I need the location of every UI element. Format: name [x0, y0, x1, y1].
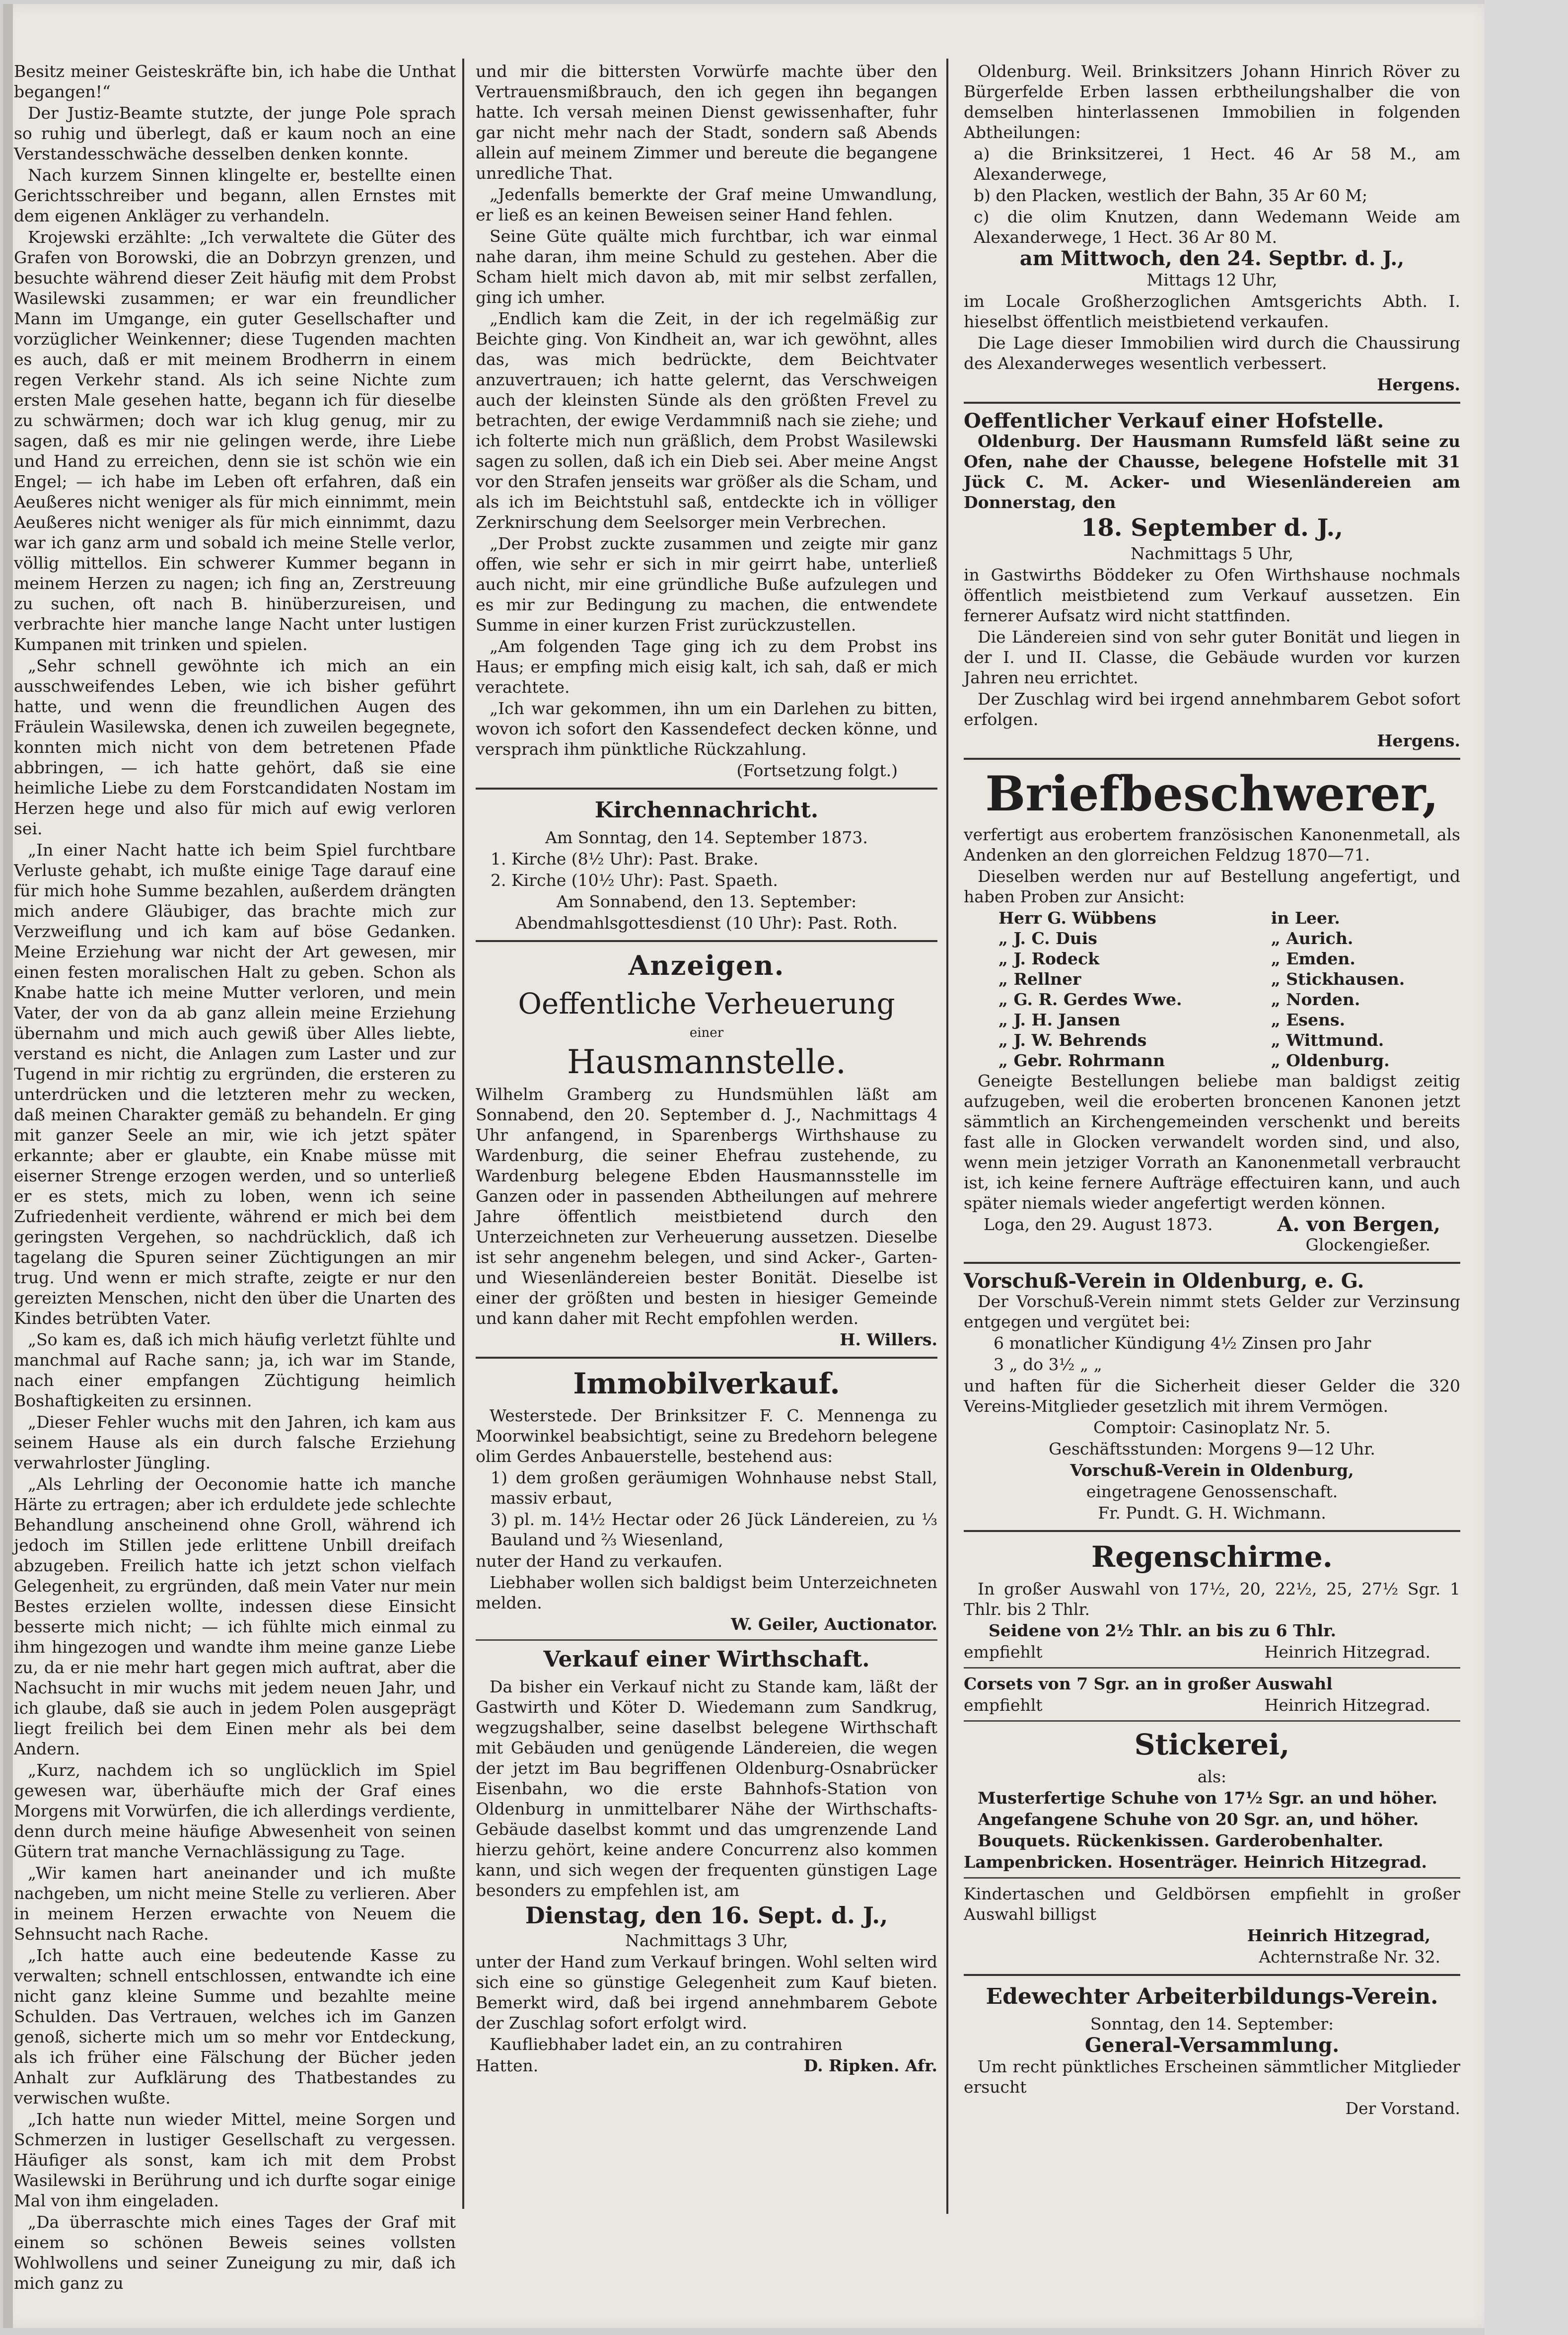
ad-title: Verkauf einer Wirthschaft. — [543, 1647, 870, 1672]
table-row — [964, 908, 1460, 928]
ad-recommends: empfiehlt — [964, 1642, 1043, 1662]
ad-title: Regenschirme. — [1091, 1540, 1333, 1574]
table-row — [964, 1010, 1460, 1030]
ad-date: am Mittwoch, den 24. Septbr. d. J., — [1019, 247, 1405, 270]
ad-title: Immobilverkauf. — [573, 1367, 840, 1400]
column-divider — [946, 59, 948, 2214]
ad-purses — [964, 1884, 1460, 1967]
ad-subtitle: einer — [689, 1025, 724, 1040]
agent-town: in Leer. — [1271, 908, 1340, 928]
interest-rate: 3 „ do 3½ „ „ — [994, 1355, 1102, 1374]
ad-workers-association — [964, 1983, 1460, 2118]
story-paragraph: „Ich war gekommen, ihn um ein Darlehen zu bitten, wovon ich sofort den Kassendefect decken könne, und versprach ihm pünktliche Rückzahlung. — [476, 699, 937, 759]
ad-text: Kaufliebhaber ladet ein, an zu contrahiren — [490, 2035, 843, 2054]
ad-text: Bouquets. Rückenkissen. Garderobenhalter. — [978, 1831, 1384, 1850]
table-row — [964, 949, 1460, 969]
ad-signature: Heinrich Hitzegrad. — [1264, 1642, 1430, 1662]
ad-text: Kindertaschen und Geldbörsen empfiehlt in großer Auswahl billigst — [964, 1884, 1460, 1924]
ad-text: Angefangene Schuhe von 20 Sgr. an, und höher. — [978, 1810, 1419, 1829]
story-paragraph: „So kam es, daß ich mich häufig verletzt fühlte und manchmal auf Rache sann; ja, ich war im Stande, nach einer empfangen Züchtigung heimlich Boshaftigkeiten zu ersinnen. — [14, 1330, 456, 1410]
ad-property-sale — [476, 1366, 937, 1634]
agent-name: „ G. R. Gerdes Wwe. — [998, 990, 1182, 1009]
column-divider — [462, 59, 464, 2209]
agent-name: „ J. H. Jansen — [998, 1010, 1121, 1029]
ad-lease-notice — [476, 986, 937, 1350]
ad-subtitle: eingetragene Genossenschaft. — [1086, 1482, 1338, 1501]
agent-town: „ Norden. — [1271, 990, 1360, 1009]
ad-signature: H. Willers. — [840, 1330, 937, 1349]
ad-text: Der Zuschlag wird bei irgend annehmbarem Gebot sofort erfolgen. — [964, 689, 1460, 729]
story-paragraph: und mir die bittersten Vorwürfe machte über den Vertrauensmißbrauch, den ich gegen ihn begangen hatte. Ich versah meinen Dienst gewissenhafter, fuhr gar nicht mehr nach der Stadt, sondern saß Abends allein auf meinem Zimmer und bereute die begangene unredliche That. — [476, 62, 937, 183]
ad-embroidery — [964, 1727, 1460, 1872]
agent-name: „ Gebr. Rohrmann — [998, 1051, 1165, 1070]
story-paragraph: „Da überraschte mich eines Tages der Graf mit einem so schönen Beweis seines vollsten Wohlwollens und seiner Zuneigung zu mir, daß ich mich ganz zu — [14, 2212, 456, 2293]
ad-text: Die Lage dieser Immobilien wird durch die Chaussirung des Alexanderweges wesentlich verbessert. — [964, 333, 1460, 373]
church-service: 1. Kirche (8½ Uhr): Past. Brake. — [491, 849, 759, 869]
ad-subtitle: General-Versammlung. — [1084, 2034, 1340, 2057]
ad-umbrellas — [964, 1539, 1460, 1662]
ad-time: Nachmittags 5 Uhr, — [1130, 544, 1294, 563]
story-paragraph: „Wir kamen hart aneinander und ich mußte nachgeben, um nicht meine Stelle zu verlieren. Aber in meinem Herzen erwachte von Neuem die Sehnsucht nach Rache. — [14, 1863, 456, 1944]
ad-text: Oldenburg. Weil. Brinksitzers Johann Hinrich Röver zu Bürgerfelde Erben lassen erbtheilungshalber die von demselben hinterlassenen Immobilien in folgenden Abtheilungen: — [964, 62, 1460, 142]
story-column — [14, 61, 456, 2293]
interest-rate: 6 monatlicher Kündigung 4½ Zinsen pro Jahr — [994, 1333, 1371, 1353]
table-row — [964, 1050, 1460, 1071]
agent-name: „ Rellner — [998, 969, 1081, 989]
ad-date: Dienstag, den 16. Sept. d. J., — [525, 1902, 888, 1929]
ad-signature: Hergens. — [1377, 375, 1460, 394]
ad-time: Mittags 12 Uhr, — [1146, 270, 1278, 290]
agent-name: „ J. C. Duis — [998, 929, 1097, 948]
ad-footer — [964, 1214, 1460, 1235]
ad-text: Der Vorschuß-Verein nimmt stets Gelder zur Verzinsung entgegen und vergütet bei: — [964, 1292, 1460, 1331]
agent-name: „ J. Rodeck — [998, 949, 1099, 968]
section-rule — [964, 402, 1460, 404]
ad-title: Hausmannstelle. — [567, 1043, 846, 1081]
story-paragraph: „Kurz, nachdem ich so unglücklich im Spiel gewesen war, überhäufte mich der Graf eines Morgens mit Vorwürfen, die ich allerdings verdiente, denn durch meine häufige Abwesenheit von seinen Gütern trat manche Vernachlässigung zu Tage. — [14, 1760, 456, 1861]
ad-item: a) die Brinksitzerei, 1 Hect. 46 Ar 58 M., am Alexanderwege, — [974, 144, 1460, 184]
agent-name: „ J. W. Behrends — [998, 1030, 1147, 1050]
section-rule — [964, 1262, 1460, 1264]
ad-estate-sale — [964, 61, 1460, 395]
church-date: Am Sonntag, den 14. September 1873. — [545, 828, 868, 847]
ad-name: Vorschuß-Verein in Oldenburg, — [1070, 1460, 1354, 1480]
ad-signature: Heinrich Hitzegrad. — [1264, 1695, 1430, 1715]
table-row — [964, 928, 1460, 949]
story-paragraph: „Ich hatte auch eine bedeutende Kasse zu verwalten; schnell entschlossen, entwandte ich eine nicht ganz kleine Summe und bezahlte meine Schulden. Das Vertrauen, welches ich im Ganzen genoß, sicherte mich um so mehr vor Entdeckung, als ich früher eine Fälschung der Bücher jeden Anhalt zur Aufklärung des Thatbestandes zu verwischen wußte. — [14, 1946, 456, 2108]
church-service: Abendmahlsgottesdienst (10 Uhr): Past. Roth. — [515, 913, 898, 933]
ad-text: und haften für die Sicherheit dieser Gelder die 320 Vereins-Mitglieder gesetzlich mit ihrem Vermögen. — [964, 1376, 1460, 1416]
ad-footer — [964, 1695, 1460, 1715]
ad-signature: Fr. Pundt. G. H. Wichmann. — [1098, 1503, 1326, 1523]
ad-text: in Gastwirths Böddeker zu Ofen Wirthshause nochmals öffentlich meistbietend zum Verkauf aussetzen. Ein fernerer Aufsatz wird nicht stattfinden. — [964, 565, 1460, 625]
table-row — [964, 969, 1460, 989]
story-paragraph: „Als Lehrling der Oeconomie hatte ich manche Härte zu ertragen; aber ich erduldete jede schlechte Behandlung anscheinend ohne Groll, während ich jedoch im Stillen jede erlittene Unbill dreifach abzugeben. Freilich hatte ich jetzt schon vielfach Gelegenheit, zu ergründen, daß mein Vater nur mein Bestes erzielen wollte, indessen diese Einsicht besserte mich nicht; — ich fühlte mich einmal zu ihm hingezogen und wandte ihm meine ganze Liebe zu, da er nie mehr hart gegen mich auftrat, aber die Nachsucht in mir wuchs mit jedem neuen Jahr, und ich glaube, daß sie auch in jedem Polen ausgeprägt liegt freilich bei dem Einen mehr als bei dem Andern. — [14, 1474, 456, 1758]
section-rule — [964, 758, 1460, 760]
agents-table — [964, 908, 1460, 1071]
ad-date: Sonntag, den 14. September: — [1090, 2014, 1334, 2034]
ad-signature: Heinrich Hitzegrad, — [1247, 1926, 1430, 1945]
ad-footer — [964, 1642, 1460, 1662]
church-notice-title: Kirchennachricht. — [594, 798, 819, 823]
ad-title: Stickerei, — [1134, 1728, 1290, 1761]
ad-date: 18. September d. J., — [1081, 514, 1343, 542]
agent-town: „ Oldenburg. — [1271, 1051, 1390, 1070]
ad-title: Briefbeschwerer, — [985, 766, 1439, 822]
ad-signature: Hergens. — [1377, 731, 1460, 750]
ad-recommends: empfiehlt — [964, 1695, 1043, 1715]
story-paragraph: „Dieser Fehler wuchs mit den Jahren, ich kam aus seinem Hause als ein durch falsche Erziehung verwahrloster Jüngling. — [14, 1412, 456, 1472]
section-rule — [476, 1357, 937, 1359]
agent-town: „ Aurich. — [1271, 929, 1354, 948]
ad-text: Dieselben werden nur auf Bestellung angefertigt, und haben Proben zur Ansicht: — [964, 867, 1460, 906]
ad-text: Corsets von 7 Sgr. an in großer Auswahl — [964, 1674, 1333, 1693]
ad-title: Edewechter Arbeiterbildungs-Verein. — [986, 1984, 1438, 2009]
ad-address: Achternstraße Nr. 32. — [1259, 1947, 1440, 1967]
section-rule — [964, 1667, 1460, 1669]
agent-town: „ Wittmund. — [1271, 1030, 1384, 1050]
section-rule — [964, 1974, 1460, 1976]
ad-text: Seidene von 2½ Thlr. an bis zu 6 Thlr. — [989, 1621, 1337, 1640]
section-rule — [964, 1877, 1460, 1879]
ad-text: Wilhelm Gramberg zu Hundsmühlen läßt am Sonnabend, den 20. September d. J., Nachmittags 4 Uhr anfangend, in Sparenbergs Wirthshause zu Wardenburg, die seiner Ehefrau zustehende, zu Wardenburg belegene Ebden Hausmannsstelle im Ganzen oder in passenden Abtheilungen auf mehrere Jahre öffentlich meistbietend durch den Unterzeichneten zur Verheuerung aussetzen. Dieselbe ist sehr angenehm belegen, und sind Acker-, Garten- und Wiesenländereien bester Bonität. Dieselbe ist einer der größten und besten in hiesiger Gemeinde und kann daher mit Recht empfohlen werden. — [476, 1085, 937, 1328]
ad-savings-society — [964, 1271, 1460, 1523]
story-paragraph: „Jedenfalls bemerkte der Graf meine Umwandlung, er ließ es an keinen Beweisen seiner Hand fehlen. — [476, 185, 937, 224]
story-paragraph: Krojewski erzählte: „Ich verwaltete die Güter des Grafen von Borowski, die an Dobrzyn grenzen, und besuchte während dieser Zeit häufig mit dem Probst Wasilewski zusammen; er war ein freundlicher Mann im Umgange, ein guter Gesellschafter und vorzüglicher Weinkenner; diese Tugenden machten es auch, daß er mit meinem Brodherrn in einem regen Verkehr stand. Als ich seine Nichte zum ersten Male gesehen hatte, begann ich für dieselbe zu schwärmen; doch war ich klug genug, mir zu sagen, daß es mir nie gelingen werde, ihre Liebe und Hand zu erreichen, denn sie ist schön wie ein Engel; — ich habe im Leben oft erfahren, daß ein Aeußeres nicht weniger als für mich einnimmt, mein Aeußeres nicht weniger als für mich einnimmt, dazu war ich ganz arm und sobald ich meine Stelle verlor, völlig mittellos. Ein schwerer Kummer begann in meinem Herzen zu nagen; ich fing an, Zerstreuung zu suchen, oft nach B. hinüberzureisen, und verbrachte hier manche lange Nacht unter lustigen Kumpanen mit trinken und spielen. — [14, 227, 456, 654]
section-rule — [476, 1639, 937, 1641]
newspaper-page — [3, 4, 1488, 2328]
ad-hours: Geschäftsstunden: Morgens 9—12 Uhr. — [1049, 1439, 1375, 1459]
ad-place: Loga, den 29. August 1873. — [984, 1215, 1213, 1234]
story-paragraph: „Der Probst zuckte zusammen und zeigte mir ganz offen, wie sehr er sich in mir geirrt habe, unterließ auch nicht, mir eine gründliche Buße aufzulegen und es mir zur Bedingung zu machen, die entwendete Summe in einer kurzen Frist zurückzustellen. — [476, 534, 937, 635]
story-paragraph: Besitz meiner Geisteskräfte bin, ich habe die Unthat begangen!“ — [14, 62, 456, 101]
ad-signature: W. Geiler, Auctionator. — [730, 1614, 937, 1634]
ad-text: unter der Hand zum Verkauf bringen. Wohl selten wird sich eine so günstige Gelegenheit zum Kauf bieten. Bemerkt wird, daß bei irgend annehmbarem Gebote der Zuschlag sofort erfolgt wird. — [476, 1952, 937, 2033]
agent-town: „ Emden. — [1271, 949, 1355, 968]
ad-paperweights — [964, 767, 1460, 1255]
ad-time: Nachmittags 3 Uhr, — [625, 1931, 788, 1950]
ad-farm-sale — [964, 411, 1460, 751]
ad-inn-sale — [476, 1646, 937, 2076]
ad-text: Da bisher ein Verkauf nicht zu Stande kam, läßt der Gastwirth und Köter D. Wiedemann zum Sandkrug, wegzugshalber, seine daselbst belegene Wirthschaft mit Gebäuden und genügende Ländereien, die wegen der jetzt im Bau begriffenen Oldenburg-Osnabrücker Eisenbahn, wo die erste Bahnhofs-Station von Oldenburg in unmittelbarer Nähe der Wirthschafts-Gebäude daselbst kommt und das umgrenzende Land hierzu gehört, keine andere Concurrenz also kommen kann, und sich wegen der frequenten günstigen Lage besonders zu empfehlen ist, am — [476, 1677, 937, 1900]
section-rule — [964, 1530, 1460, 1532]
ad-item: c) die olim Knutzen, dann Wedemann Weide am Alexanderwege, 1 Hect. 36 Ar 80 M. — [974, 207, 1460, 247]
story-paragraph: Seine Güte quälte mich furchtbar, ich war einmal nahe daran, ihm meine Schuld zu gestehen. Aber die Scham hielt mich davon ab, mit mir selbst zerfallen, ging ich umher. — [476, 226, 937, 307]
story-paragraph: Der Justiz-Beamte stutzte, der junge Pole sprach so ruhig und überlegt, daß er kaum noch an eine Verstandesschwäche desselben denken konnte. — [14, 103, 456, 163]
ad-subtitle: als: — [1197, 1767, 1227, 1786]
ad-title: Vorschuß-Verein in Oldenburg, e. G. — [964, 1269, 1364, 1293]
page-binding-edge — [3, 4, 13, 2328]
ad-item: 3) pl. m. 14½ Hectar oder 26 Jück Ländereien, zu ⅓ Bauland und ⅔ Wiesenland, — [491, 1510, 937, 1549]
ad-signature-title: Glockengießer. — [1305, 1235, 1430, 1254]
right-column — [964, 61, 1460, 2216]
ad-text: verfertigt aus erobertem französischen Kanonenmetall, als Andenken an den glorreichen Feldzug 1870—71. — [964, 825, 1460, 865]
section-rule — [476, 788, 937, 790]
ad-footer — [476, 2055, 937, 2076]
ad-text: Musterfertige Schuhe von 17½ Sgr. an und höher. — [978, 1788, 1438, 1808]
table-row — [964, 989, 1460, 1010]
ad-place: Hatten. — [476, 2056, 539, 2075]
section-rule — [964, 1720, 1460, 1722]
ad-text: Liebhaber wollen sich baldigst beim Unterzeichneten melden. — [476, 1573, 937, 1612]
agent-name: Herr G. Wübbens — [998, 908, 1156, 928]
ad-title: Oeffentlicher Verkauf einer Hofstelle. — [964, 409, 1384, 433]
story-paragraph: „Endlich kam die Zeit, in der ich regelmäßig zur Beichte ging. Von Kindheit an, war ich gewöhnt, alles das, was mich bedrückte, dem Beichtvater anzuvertrauen; ich hatte gelernt, das Verschweigen auch der kleinsten Sünde als den größten Frevel zu betrachten, der ewige Verdammniß nach sie ziehe; und ich folterte mich nun gräßlich, dem Probst Wasilewski sagen zu sollen, daß ich ein Dieb sei. Aber meine Angst vor den Strafen jenseits war größer als die Scham, und als ich im Beichtstuhl saß, entdeckte ich in völliger Zerknirschung dem Seelsorger mein Verbrechen. — [476, 309, 937, 532]
table-row — [964, 1030, 1460, 1050]
church-notice — [476, 797, 937, 933]
ads-heading: Anzeigen. — [628, 949, 785, 981]
ad-text: Geneigte Bestellungen beliebe man baldigst zeitig aufzugeben, weil die eroberten broncenen Kanonen jetzt sämmtlich an Kirchengemeinden verschenkt und bereits fast alle in Glocken verwandelt worden sind, und also, wenn mein jetziger Vorrath an Kanonenmetall verbraucht ist, ich keine fernere Aufträge effectuiren kann, und auch später niemals wieder angefertigt werden können. — [964, 1071, 1460, 1213]
ad-text: nuter der Hand zu verkaufen. — [476, 1551, 723, 1571]
ad-item: 1) dem großen geräumigen Wohnhause nebst Stall, massiv erbaut, — [491, 1468, 937, 1508]
ad-text: Westerstede. Der Brinksitzer F. C. Mennenga zu Moorwinkel beabsichtigt, seine zu Bredehorn belegene olim Gerdes Anbauerstelle, bestehend aus: — [476, 1406, 937, 1466]
story-paragraph: „In einer Nacht hatte ich beim Spiel furchtbare Verluste gehabt, ich mußte einige Tage darauf eine für mich hohe Summe bezahlen, außerdem drängten mich andere Gläubiger, das brachte mich zur Verzweiflung und ich kam auf böse Gedanken. Meine Erziehung war nicht der Art gewesen, mir einen festen moralischen Halt zu geben. Schon als Knabe hatte ich meine Mutter verloren, und mein Vater, der von da ab ganz allein meine Erziehung übernahm und mich auch gewiß über Alles liebte, verstand es nicht, die Anlagen zum Laster und zur Tugend in mir richtig zu ergründen, die ersteren zu unterdrücken und die letzteren mehr zu wecken, daß meinen Charakter gemäß zu behandeln. Er ging mit ganzer Seele an mir, wie ich jetzt später erkannte; aber er glaubte, ein Knabe müsse mit eiserner Strenge erzogen werden, und so unterließ er es stets, mich zu loben, wenn ich seine Zufriedenheit verdiente, während er mich bei dem geringsten Vergehen, so nachdrücklich, daß ich tagelang die Spuren seiner Züchtigungen an mir trug. Und wenn er mich strafte, zeigte er nur den gereizten Menschen, nicht den über die Unarten des Kindes betrübten Vater. — [14, 840, 456, 1328]
story-paragraph: Nach kurzem Sinnen klingelte er, bestellte einen Gerichtsschreiber und begann, allen Ernstes mit dem eigenen Ankläger zu verhandeln. — [14, 165, 456, 225]
story-paragraph: „Am folgenden Tage ging ich zu dem Probst ins Haus; er empfing mich eisig kalt, ich sah, daß er mich verachtete. — [476, 637, 937, 697]
ad-corsets — [964, 1674, 1460, 1715]
ad-text: Um recht pünktliches Erscheinen sämmtlicher Mitglieder ersucht — [964, 2057, 1460, 2097]
church-service: 2. Kirche (10½ Uhr): Past. Spaeth. — [491, 871, 778, 890]
church-date: Am Sonnabend, den 13. September: — [556, 892, 857, 911]
ad-office: Comptoir: Casinoplatz Nr. 5. — [1093, 1418, 1331, 1437]
story-paragraph: „Sehr schnell gewöhnte ich mich an ein ausschweifendes Leben, wie ich bisher geführt hatte, und wenn die freundlichen Augen des Fräulein Wasilewska, denen ich zuweilen begegnete, konnten mich nicht von dem betretenen Pfade abbringen, — ich hatte gehört, daß sie eine heimliche Liebe zu dem Forstcandidaten Nostam im Herzen hege und also für mich auf ewig verloren sei. — [14, 656, 456, 838]
ad-signature: Der Vorstand. — [1345, 2099, 1460, 2118]
agent-town: „ Esens. — [1271, 1010, 1346, 1029]
ad-signature: D. Ripken. Afr. — [803, 2056, 937, 2075]
story-paragraph: „Ich hatte nun wieder Mittel, meine Sorgen und Schmerzen in lustiger Gesellschaft zu vergessen. Häufiger als sonst, kam ich mit dem Probst Wasilewski in Berührung und ich durfte sogar einige Mal von ihm eingeladen. — [14, 2110, 456, 2210]
section-rule — [476, 940, 937, 942]
scan-margin — [1485, 0, 1568, 2335]
ad-text: Oldenburg. Der Hausmann Rumsfeld läßt seine zu Ofen, nahe der Chausse, belegene Hofstelle mit 31 Jück C. M. Acker- und Wiesenländereien am Donnerstag, den — [964, 432, 1460, 512]
ad-signature: A. von Bergen, — [1277, 1213, 1440, 1236]
ad-item: b) den Placken, westlich der Bahn, 35 Ar 60 M; — [974, 186, 1368, 205]
ad-text: Lampenbricken. Hosenträger. Heinrich Hitzegrad. — [964, 1852, 1427, 1872]
continuation-note: (Fortsetzung folgt.) — [736, 761, 898, 780]
ad-text: Die Ländereien sind von sehr guter Bonität und liegen in der I. und II. Classe, die Gebäude wurden vor kurzen Jahren neu errichtet. — [964, 627, 1460, 687]
agent-town: „ Stickhausen. — [1271, 969, 1405, 989]
ad-text: im Locale Großherzoglichen Amtsgerichts Abth. I. hieselbst öffentlich meistbietend verkaufen. — [964, 292, 1460, 331]
middle-column — [476, 61, 937, 2216]
ad-title: Oeffentliche Verheuerung — [518, 987, 895, 1021]
ad-text: In großer Auswahl von 17½, 20, 22½, 25, 27½ Sgr. 1 Thlr. bis 2 Thlr. — [964, 1579, 1460, 1619]
